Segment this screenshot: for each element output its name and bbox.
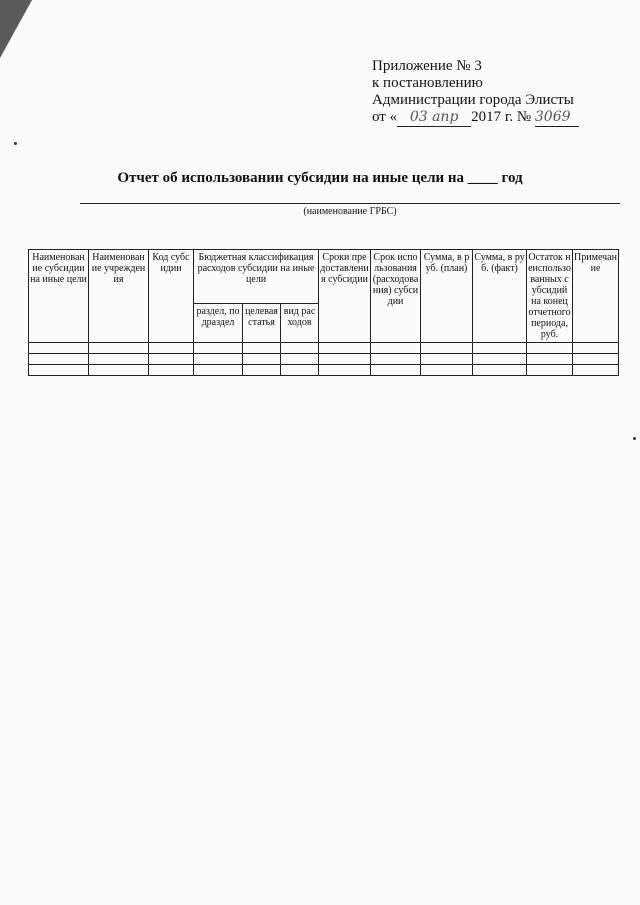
table-cell xyxy=(371,365,421,376)
header-sum-plan: Сумма, в руб. (план) xyxy=(421,250,473,343)
table-cell xyxy=(194,365,243,376)
table-cell xyxy=(371,354,421,365)
header-budget-classification: Бюджетная классификация расходов субсидии на иные цели xyxy=(194,250,319,304)
table-cell xyxy=(149,365,194,376)
table-row xyxy=(29,354,619,365)
scan-mark xyxy=(633,437,636,440)
table-cell xyxy=(421,365,473,376)
table-cell xyxy=(421,343,473,354)
table-cell xyxy=(473,343,527,354)
table-cell xyxy=(319,365,371,376)
report-table xyxy=(28,249,619,376)
table-cell xyxy=(89,365,149,376)
table-cell xyxy=(527,343,573,354)
table-cell xyxy=(281,365,319,376)
scan-mark xyxy=(14,142,17,145)
table-cell xyxy=(573,343,619,354)
table-cell xyxy=(29,343,89,354)
header-term-use: Срок использования (расходования) субсидии xyxy=(371,250,421,343)
table-cell xyxy=(473,365,527,376)
appendix-date-line xyxy=(372,109,579,127)
table-cell xyxy=(319,343,371,354)
table-cell xyxy=(194,343,243,354)
table-cell xyxy=(319,354,371,365)
handwritten-date: 03 апр xyxy=(397,109,471,127)
header-terms-provision: Сроки предоставления субсидии xyxy=(319,250,371,343)
table-cell xyxy=(281,354,319,365)
header-section: раздел, подраздел xyxy=(194,304,243,343)
table-cell xyxy=(149,343,194,354)
handwritten-number: 3069 xyxy=(535,109,579,127)
table-row xyxy=(29,365,619,376)
header-sum-fact: Сумма, в руб. (факт) xyxy=(473,250,527,343)
appendix-decree-ref: к постановлению xyxy=(372,75,483,91)
table-cell xyxy=(243,354,281,365)
table-header-row xyxy=(29,250,619,304)
table-row xyxy=(29,343,619,354)
table-cell xyxy=(527,354,573,365)
header-institution-name: Наименование учреждения xyxy=(89,250,149,343)
table-cell xyxy=(573,354,619,365)
date-prefix: от « xyxy=(372,109,398,125)
table-cell xyxy=(243,343,281,354)
table-cell xyxy=(281,343,319,354)
table-cell xyxy=(89,343,149,354)
table-cell xyxy=(149,354,194,365)
table-cell xyxy=(573,365,619,376)
table-cell xyxy=(194,354,243,365)
table-cell xyxy=(421,354,473,365)
grbs-fill-line xyxy=(80,203,620,204)
header-expense-type: вид расходов xyxy=(281,304,319,343)
header-target-article: целевая статья xyxy=(243,304,281,343)
header-subsidy-name: Наименование субсидии на иные цели xyxy=(29,250,89,343)
header-remainder: Остаток неиспользованных субсидий на конец отчетного периода, руб. xyxy=(527,250,573,343)
grbs-caption: (наименование ГРБС) xyxy=(303,206,397,217)
header-subsidy-code: Код субсидии xyxy=(149,250,194,343)
report-title: Отчет об использовании субсидии на иные цели на ____ год xyxy=(117,170,523,186)
table-cell xyxy=(29,365,89,376)
table-cell xyxy=(29,354,89,365)
appendix-number: Приложение № 3 xyxy=(372,58,482,74)
appendix-header xyxy=(372,58,579,127)
table-cell xyxy=(473,354,527,365)
scan-corner-shadow xyxy=(0,0,32,58)
table-cell xyxy=(527,365,573,376)
table-cell xyxy=(89,354,149,365)
table-cell xyxy=(243,365,281,376)
appendix-administration: Администрации города Элисты xyxy=(372,92,574,108)
year-and-number-label: 2017 г. № xyxy=(471,109,532,125)
table-cell xyxy=(371,343,421,354)
header-note: Примечание xyxy=(573,250,619,343)
